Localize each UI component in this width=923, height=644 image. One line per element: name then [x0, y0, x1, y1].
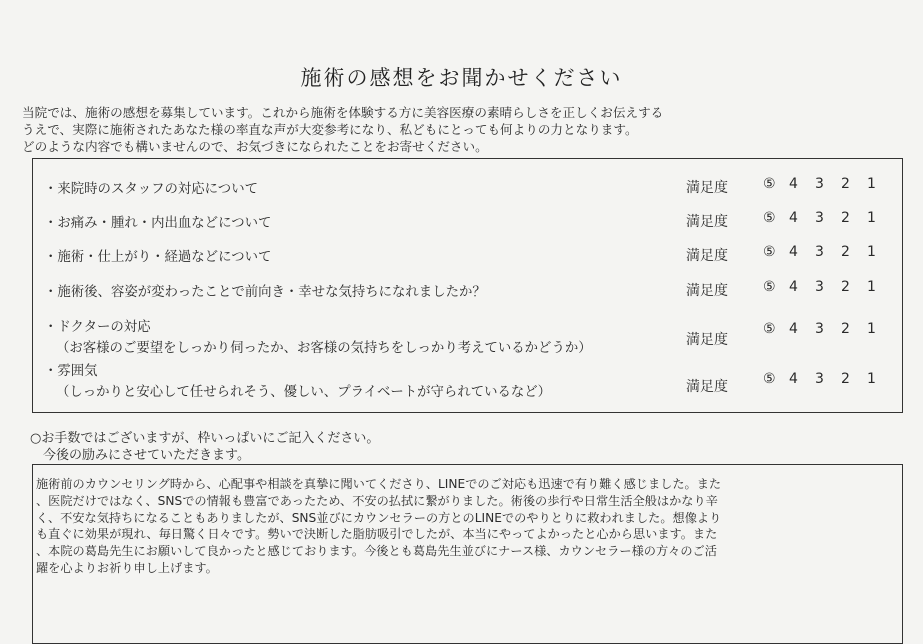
intro-line: 当院では、施術の感想を募集しています。これから施術を体験する方に美容医療の素晴らしさを正しくお伝えする — [22, 105, 664, 120]
rating-scale — [763, 321, 893, 337]
note-line: 今後の励みにさせていただきます。 — [30, 448, 250, 463]
rating-5[interactable]: ⑤ — [763, 244, 776, 260]
rating-1[interactable]: 1 — [867, 321, 876, 337]
rating-3[interactable]: 3 — [815, 279, 824, 295]
question-sub: （お客様のご要望をしっかり伺ったか、お客様の気持ちをしっかり考えているかどうか） — [56, 341, 592, 356]
rating-5[interactable]: ⑤ — [763, 321, 776, 337]
question-label: ・雰囲気 — [44, 364, 98, 379]
comment-line: 施術前のカウンセリング時から、心配事や相談を真摯に聞いてくださり、LINEでのご対応も迅速で有り難く感じました。また — [36, 477, 722, 491]
rating-1[interactable]: 1 — [867, 176, 876, 192]
intro-line: どのような内容でも構いませんので、お気づきになられたことをお寄せください。 — [22, 139, 488, 154]
rating-4[interactable]: 4 — [789, 176, 798, 192]
instruction-note — [30, 430, 379, 464]
satisfaction-label: 満足度 — [686, 379, 728, 395]
comment-line: も直ぐに効果が現れ、毎日驚く日々です。勢いで決断した脂肪吸引でしたが、本当にやってよかったと心から思います。また — [36, 527, 718, 542]
rating-scale — [763, 279, 893, 295]
rating-4[interactable]: 4 — [789, 279, 798, 295]
rating-5[interactable]: ⑤ — [763, 176, 776, 192]
rating-4[interactable]: 4 — [789, 321, 798, 337]
rating-2[interactable]: 2 — [841, 279, 850, 295]
rating-2[interactable]: 2 — [841, 210, 850, 226]
rating-3[interactable]: 3 — [815, 371, 824, 387]
question-sub: （しっかりと安心して任せられそう、優しい、プライベートが守られているなど） — [56, 385, 552, 400]
rating-scale — [763, 244, 893, 260]
satisfaction-label: 満足度 — [686, 248, 728, 264]
satisfaction-label: 満足度 — [686, 332, 728, 348]
rating-5[interactable]: ⑤ — [763, 210, 776, 226]
question-label: ・来院時のスタッフの対応について — [44, 182, 258, 197]
rating-2[interactable]: 2 — [841, 371, 850, 387]
question-atmosphere — [44, 360, 551, 400]
rating-4[interactable]: 4 — [789, 371, 798, 387]
comment-text[interactable] — [36, 476, 902, 577]
note-line: ○お手数ではございますが、枠いっぱいにご記入ください。 — [30, 431, 380, 446]
satisfaction-label: 満足度 — [686, 180, 728, 196]
question-feelings — [44, 281, 486, 300]
page-title: 施術の感想をお聞かせください — [300, 66, 623, 90]
rating-3[interactable]: 3 — [815, 321, 824, 337]
rating-scale — [763, 371, 893, 387]
rating-1[interactable]: 1 — [867, 279, 876, 295]
comment-line: 躍を心よりお祈り申し上げます。 — [36, 560, 218, 575]
rating-1[interactable]: 1 — [867, 244, 876, 260]
rating-4[interactable]: 4 — [789, 244, 798, 260]
question-doctor — [44, 316, 592, 356]
comment-line: 、本院の葛島先生にお願いして良かったと感じております。今後とも葛島先生並びにナース様、カウンセラー様の方々のご活 — [36, 544, 717, 559]
rating-3[interactable]: 3 — [815, 244, 824, 260]
comment-line: 、医院だけではなく、SNSでの情報も豊富であったため、不安の払拭に繋がりました。術後の歩行や日常生活全般はかなり辛 — [36, 493, 718, 508]
question-label: ・ドクターの対応 — [44, 320, 151, 335]
rating-4[interactable]: 4 — [789, 210, 798, 226]
question-result — [44, 246, 271, 265]
rating-2[interactable]: 2 — [841, 321, 850, 337]
question-label: ・お痛み・腫れ・内出血などについて — [44, 216, 272, 231]
intro-line: うえで、実際に施術されたあなた様の率直な声が大変参考になり、私どもにとっても何よりの力となります。 — [22, 122, 638, 137]
intro-text — [22, 104, 902, 155]
rating-2[interactable]: 2 — [841, 244, 850, 260]
rating-3[interactable]: 3 — [815, 210, 824, 226]
rating-1[interactable]: 1 — [867, 371, 876, 387]
comment-line: く、不安な気持ちになることもありましたが、SNS並びにカウンセラーの方とのLINEでのやりとりに救われました。想像より — [36, 510, 722, 525]
satisfaction-label: 満足度 — [686, 214, 728, 230]
rating-5[interactable]: ⑤ — [763, 371, 776, 387]
rating-scale — [763, 210, 893, 226]
rating-3[interactable]: 3 — [815, 176, 824, 192]
satisfaction-label: 満足度 — [686, 283, 728, 299]
rating-1[interactable]: 1 — [867, 210, 876, 226]
rating-2[interactable]: 2 — [841, 176, 850, 192]
question-staff — [44, 178, 258, 197]
question-label: ・施術後、容姿が変わったことで前向き・幸せな気持ちになれましたか？ — [44, 285, 486, 300]
rating-5[interactable]: ⑤ — [763, 279, 776, 295]
question-label: ・施術・仕上がり・経過などについて — [44, 250, 272, 265]
question-pain — [44, 212, 271, 231]
rating-scale — [763, 176, 893, 192]
